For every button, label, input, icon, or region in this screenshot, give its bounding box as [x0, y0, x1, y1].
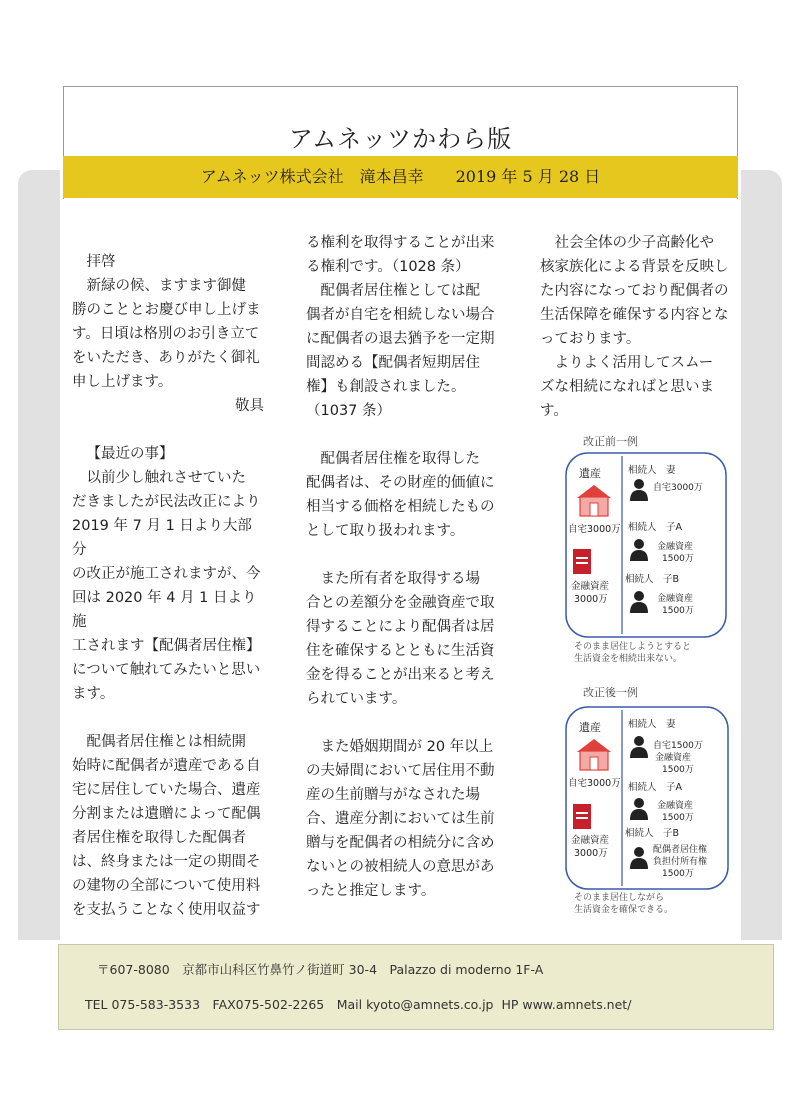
paragraph-ownership: また所有者を取得する場 合との差額分を金融資産で取 得することにより配偶者は居 住を確保するとともに生活資 金を得ることが出来ると考え られています。 [306, 571, 495, 707]
bankbook-icon [573, 549, 591, 574]
wife-share: 自宅3000万 [653, 483, 703, 493]
a-share-1: 金融資産 [657, 801, 694, 811]
paragraph-background: 社会全体の少子高齢化や 核家族化による背景を反映し た内容になっており配偶者の 生活保障を確保する内容とな っております。 [540, 235, 729, 347]
finance-label-2: 3000万 [574, 848, 608, 859]
b-share-1: 金融資産 [657, 594, 694, 604]
diagram-before [565, 452, 727, 638]
diagram-after-label: 改正後一例 [583, 686, 638, 699]
b-share-3: 1500万 [662, 869, 694, 879]
house-label: 自宅3000万 [568, 778, 621, 789]
diagram-before-note: そのまま居住しようとすると 生活資金を相続出来ない。 [574, 642, 692, 664]
paragraph-short-term-right: 配偶者居住権としては配 偶者が自宅を相続しない場合 に配偶者の退去猶予を一定期 間認める【配偶者短期居住 権】も創設されました。 （1037 条） [306, 283, 495, 419]
byline: アムネッツ株式会社 滝本昌幸 2019 年 5 月 28 日 [200, 167, 601, 186]
diagram-after-note: そのまま居住しながら 生活資金を確保できる。 [574, 893, 674, 915]
a-share-2: 1500万 [662, 554, 694, 564]
estate-title: 遺産 [579, 467, 601, 480]
heir-a: 相続人 子A [628, 522, 682, 533]
b-share-2: 負担付所有権 [653, 857, 708, 867]
footer [58, 944, 774, 1030]
heir-b: 相続人 子B [625, 828, 680, 839]
paragraph-continued: る権利を取得することが出来 る権利です。（1028 条） [306, 235, 495, 275]
estate-title: 遺産 [579, 721, 601, 734]
wife-share-1: 自宅1500万 [653, 741, 703, 751]
byline-bar [63, 156, 738, 198]
wife-share-2: 金融資産 [655, 753, 692, 763]
a-share-1: 金融資産 [657, 542, 694, 552]
finance-label-2: 3000万 [574, 594, 608, 605]
greeting: 拝啓 [86, 254, 116, 270]
footer-address: 〒607-8080 京都市山科区竹鼻竹ノ街道町 30-4 Palazzo di moderno 1F-A [97, 962, 544, 977]
right-decor-band [741, 170, 782, 940]
paragraph-value: 配偶者居住権を取得した 配偶者は、その財産的価値に 相当する価格を相続したもの として取り扱われます。 [306, 451, 495, 539]
diagram-after [565, 706, 729, 890]
heir-a: 相続人 子A [628, 782, 682, 793]
heir-wife: 相続人 妻 [628, 465, 676, 476]
left-decor-band [18, 170, 60, 940]
closing: 敬具 [235, 398, 264, 414]
column-1 [72, 250, 264, 922]
a-share-2: 1500万 [662, 813, 694, 823]
wife-share-3: 1500万 [662, 765, 694, 775]
section-title: 【最近の事】 [86, 446, 174, 462]
heir-wife: 相続人 妻 [628, 719, 676, 730]
paragraph-gift: また婚姻期間が 20 年以上 の夫婦間において居住用不動 産の生前贈与がなされた場 合、遺産分割においては生前 贈与を配偶者の相続分に含め ないとの被相続人の意思があ ったと推定します。 [306, 739, 495, 899]
b-share-2: 1500万 [662, 606, 694, 616]
newsletter-title: アムネッツかわら版 [288, 125, 513, 153]
column-2 [306, 231, 498, 903]
paragraph-closing: よりよく活用してスムー ズな相続になればと思いま す。 [540, 355, 714, 419]
finance-label-1: 金融資産 [571, 835, 610, 846]
heir-b: 相続人 子B [625, 574, 680, 585]
intro-paragraph: 新緑の候、ますます御健 勝のこととお慶び申し上げま す。日頃は格別のお引き立て をいただき、ありがたく御礼 申し上げます。 [72, 278, 261, 390]
diagram-before-label: 改正前一例 [583, 435, 638, 448]
paragraph-law-change: 以前少し触れさせていた だきましたが民法改正により 2019 年 7 月 1 日より大部分 の改正が施工されますが、今 回は 2020 年 4 月 1 日より施 工されます【配偶者居住権】 について触れてみたいと思い ます。 [72, 470, 261, 702]
house-label: 自宅3000万 [568, 524, 621, 535]
bankbook-icon [573, 804, 591, 829]
b-share-1: 配偶者居住権 [653, 845, 708, 855]
finance-label-1: 金融資産 [571, 581, 610, 592]
column-3 [540, 231, 734, 423]
paragraph-definition: 配偶者居住権とは相続開 始時に配偶者が遺産である自 宅に居住していた場合、遺産 分割または遺贈によって配偶 者居住権を取得した配偶者 は、終身または一定の期間そ の建物の全部について使用料 を支払うことなく使用収益す [72, 734, 261, 918]
footer-contact: TEL 075-583-3533 FAX075-502-2265 Mail kyoto@amnets.co.jp HP www.amnets.net/ [85, 997, 632, 1012]
